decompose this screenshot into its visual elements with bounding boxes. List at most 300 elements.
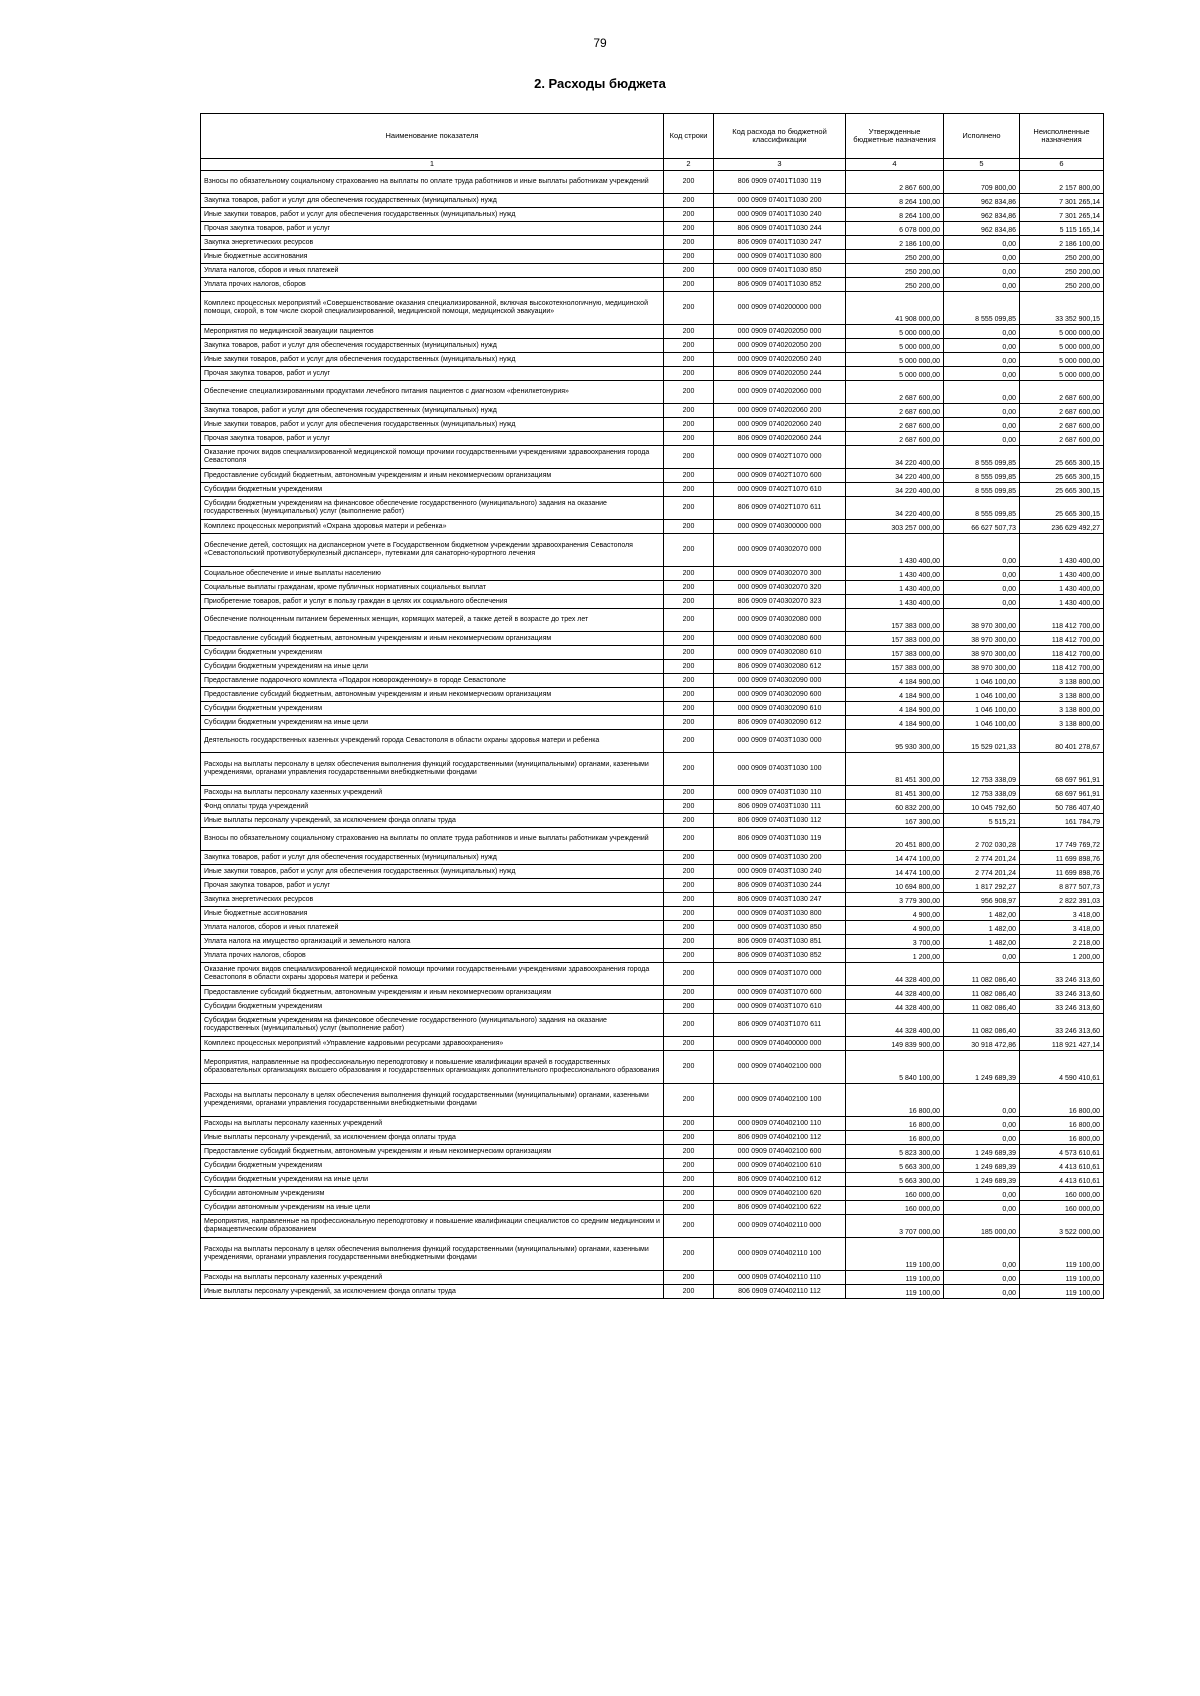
row-classification-code: 000 0909 07403Т1030 240 (714, 865, 846, 879)
row-approved: 5 823 300,00 (846, 1145, 944, 1159)
row-approved: 167 300,00 (846, 814, 944, 828)
column-number: 6 (1020, 159, 1104, 171)
row-executed: 1 482,00 (944, 907, 1020, 921)
table-row (201, 851, 1104, 865)
row-classification-code: 000 0909 0740400000 000 (714, 1037, 846, 1051)
table-row (201, 907, 1104, 921)
row-line-code: 200 (664, 753, 714, 786)
table-row (201, 534, 1104, 567)
row-executed: 185 000,00 (944, 1215, 1020, 1238)
table-row (201, 828, 1104, 851)
row-line-code: 200 (664, 278, 714, 292)
row-classification-code: 806 0909 0740202060 244 (714, 432, 846, 446)
row-approved: 4 900,00 (846, 907, 944, 921)
row-line-code: 200 (664, 1159, 714, 1173)
row-executed: 12 753 338,09 (944, 786, 1020, 800)
table-row (201, 497, 1104, 520)
table-row (201, 800, 1104, 814)
row-approved: 5 000 000,00 (846, 325, 944, 339)
row-executed: 8 555 099,85 (944, 446, 1020, 469)
row-executed: 0,00 (944, 339, 1020, 353)
row-approved: 2 687 600,00 (846, 404, 944, 418)
row-unexecuted: 33 246 313,60 (1020, 1000, 1104, 1014)
row-classification-code: 000 0909 07402Т1070 600 (714, 469, 846, 483)
row-classification-code: 000 0909 0740402110 110 (714, 1271, 846, 1285)
row-name: Взносы по обязательному социальному страхованию на выплаты по оплате труда работников и иные выплаты работникам учреждений (201, 171, 664, 194)
row-classification-code: 000 0909 07401Т1030 200 (714, 194, 846, 208)
row-line-code: 200 (664, 339, 714, 353)
row-approved: 160 000,00 (846, 1201, 944, 1215)
row-classification-code: 000 0909 0740302090 600 (714, 688, 846, 702)
row-classification-code: 000 0909 0740402100 610 (714, 1159, 846, 1173)
row-executed: 0,00 (944, 250, 1020, 264)
table-row (201, 814, 1104, 828)
row-line-code: 200 (664, 646, 714, 660)
row-classification-code: 000 0909 0740402100 100 (714, 1084, 846, 1117)
row-approved: 1 430 400,00 (846, 595, 944, 609)
row-unexecuted: 4 413 610,61 (1020, 1159, 1104, 1173)
row-executed: 2 702 030,28 (944, 828, 1020, 851)
row-classification-code: 000 0909 07402Т1070 000 (714, 446, 846, 469)
row-unexecuted: 118 412 700,00 (1020, 660, 1104, 674)
row-unexecuted: 2 687 600,00 (1020, 418, 1104, 432)
row-name: Приобретение товаров, работ и услуг в пользу граждан в целях их социального обеспечения (201, 595, 664, 609)
row-line-code: 200 (664, 446, 714, 469)
row-line-code: 200 (664, 730, 714, 753)
row-line-code: 200 (664, 1084, 714, 1117)
row-approved: 16 800,00 (846, 1084, 944, 1117)
row-name: Субсидии бюджетным учреждениям (201, 702, 664, 716)
column-number: 1 (201, 159, 664, 171)
row-executed: 10 045 792,60 (944, 800, 1020, 814)
row-executed: 0,00 (944, 1285, 1020, 1299)
row-unexecuted: 11 699 898,76 (1020, 851, 1104, 865)
row-name: Мероприятия, направленные на профессиональную переподготовку и повышение квалификации специалистов со средним медицинским и фармацевтическим образованием (201, 1215, 664, 1238)
row-executed: 1 249 689,39 (944, 1145, 1020, 1159)
row-unexecuted: 2 218,00 (1020, 935, 1104, 949)
row-classification-code: 000 0909 0740402110 000 (714, 1215, 846, 1238)
table-row (201, 1215, 1104, 1238)
row-name: Субсидии бюджетным учреждениям (201, 646, 664, 660)
row-unexecuted: 33 246 313,60 (1020, 986, 1104, 1000)
row-classification-code: 000 0909 0740402100 000 (714, 1051, 846, 1084)
row-unexecuted: 33 352 900,15 (1020, 292, 1104, 325)
row-executed: 0,00 (944, 353, 1020, 367)
row-name: Комплекс процессных мероприятий «Охрана здоровья матери и ребенка» (201, 520, 664, 534)
row-approved: 250 200,00 (846, 250, 944, 264)
row-approved: 44 328 400,00 (846, 986, 944, 1000)
row-executed: 0,00 (944, 236, 1020, 250)
row-executed: 2 774 201,24 (944, 851, 1020, 865)
row-classification-code: 806 0909 0740302080 612 (714, 660, 846, 674)
row-unexecuted: 33 246 313,60 (1020, 1014, 1104, 1037)
table-row (201, 1037, 1104, 1051)
row-unexecuted: 1 430 400,00 (1020, 581, 1104, 595)
row-approved: 2 687 600,00 (846, 432, 944, 446)
row-executed: 0,00 (944, 367, 1020, 381)
table-row (201, 581, 1104, 595)
row-unexecuted: 50 786 407,40 (1020, 800, 1104, 814)
table-row (201, 730, 1104, 753)
row-line-code: 200 (664, 865, 714, 879)
row-line-code: 200 (664, 432, 714, 446)
row-classification-code: 806 0909 0740302070 323 (714, 595, 846, 609)
row-executed: 8 555 099,85 (944, 483, 1020, 497)
row-approved: 303 257 000,00 (846, 520, 944, 534)
row-name: Обеспечение специализированными продуктами лечебного питания пациентов с диагнозом «фенилкетонурия» (201, 381, 664, 404)
row-name: Иные бюджетные ассигнования (201, 907, 664, 921)
row-executed: 1 046 100,00 (944, 702, 1020, 716)
table-row (201, 469, 1104, 483)
row-approved: 157 383 000,00 (846, 646, 944, 660)
row-line-code: 200 (664, 250, 714, 264)
row-unexecuted: 2 687 600,00 (1020, 404, 1104, 418)
table-row (201, 1201, 1104, 1215)
column-number: 5 (944, 159, 1020, 171)
row-classification-code: 806 0909 07402Т1070 611 (714, 497, 846, 520)
row-classification-code: 000 0909 0740202060 000 (714, 381, 846, 404)
row-unexecuted: 1 430 400,00 (1020, 567, 1104, 581)
row-approved: 4 184 900,00 (846, 674, 944, 688)
row-approved: 3 700,00 (846, 935, 944, 949)
row-classification-code: 000 0909 0740202050 200 (714, 339, 846, 353)
row-approved: 34 220 400,00 (846, 497, 944, 520)
row-line-code: 200 (664, 483, 714, 497)
row-classification-code: 806 0909 07401Т1030 119 (714, 171, 846, 194)
row-line-code: 200 (664, 418, 714, 432)
row-unexecuted: 250 200,00 (1020, 250, 1104, 264)
row-unexecuted: 161 784,79 (1020, 814, 1104, 828)
row-classification-code: 806 0909 07401Т1030 244 (714, 222, 846, 236)
table-row (201, 753, 1104, 786)
table-row (201, 660, 1104, 674)
table-row (201, 646, 1104, 660)
row-executed: 0,00 (944, 404, 1020, 418)
row-name: Социальные выплаты гражданам, кроме публичных нормативных социальных выплат (201, 581, 664, 595)
row-name: Иные выплаты персоналу учреждений, за исключением фонда оплаты труда (201, 1131, 664, 1145)
table-row (201, 716, 1104, 730)
row-classification-code: 806 0909 07401Т1030 247 (714, 236, 846, 250)
table-row (201, 786, 1104, 800)
table-row (201, 567, 1104, 581)
row-executed: 709 800,00 (944, 171, 1020, 194)
row-executed: 0,00 (944, 1117, 1020, 1131)
row-classification-code: 000 0909 07403Т1070 000 (714, 963, 846, 986)
row-unexecuted: 160 000,00 (1020, 1187, 1104, 1201)
column-number: 2 (664, 159, 714, 171)
row-approved: 44 328 400,00 (846, 1000, 944, 1014)
row-unexecuted: 16 800,00 (1020, 1117, 1104, 1131)
row-unexecuted: 119 100,00 (1020, 1271, 1104, 1285)
row-unexecuted: 118 412 700,00 (1020, 632, 1104, 646)
row-name: Закупка энергетических ресурсов (201, 236, 664, 250)
row-classification-code: 000 0909 0740202060 200 (714, 404, 846, 418)
table-row (201, 264, 1104, 278)
table-row (201, 222, 1104, 236)
row-name: Расходы на выплаты персоналу в целях обеспечения выполнения функций государственными (муниципальными) органами, казенными учреждениями, органами управления государственными внебюджетными фондами (201, 1084, 664, 1117)
row-name: Предоставление субсидий бюджетным, автономным учреждениям и иным некоммерческим организациям (201, 688, 664, 702)
row-approved: 20 451 800,00 (846, 828, 944, 851)
row-unexecuted: 160 000,00 (1020, 1201, 1104, 1215)
table-row (201, 963, 1104, 986)
row-executed: 0,00 (944, 432, 1020, 446)
table-row (201, 1271, 1104, 1285)
row-unexecuted: 118 412 700,00 (1020, 646, 1104, 660)
table-row (201, 520, 1104, 534)
row-approved: 157 383 000,00 (846, 632, 944, 646)
row-classification-code: 000 0909 07401Т1030 240 (714, 208, 846, 222)
row-approved: 5 000 000,00 (846, 367, 944, 381)
row-unexecuted: 4 590 410,61 (1020, 1051, 1104, 1084)
row-name: Иные закупки товаров, работ и услуг для обеспечения государственных (муниципальных) нужд (201, 418, 664, 432)
row-name: Оказание прочих видов специализированной медицинской помощи прочими государственными учреждениями здравоохранения города Севастополя (201, 446, 664, 469)
row-approved: 250 200,00 (846, 264, 944, 278)
row-executed: 38 970 300,00 (944, 646, 1020, 660)
row-name: Закупка товаров, работ и услуг для обеспечения государственных (муниципальных) нужд (201, 404, 664, 418)
row-executed: 1 046 100,00 (944, 674, 1020, 688)
row-approved: 119 100,00 (846, 1238, 944, 1271)
row-executed: 0,00 (944, 381, 1020, 404)
table-row (201, 1159, 1104, 1173)
row-line-code: 200 (664, 986, 714, 1000)
table-row (201, 194, 1104, 208)
row-line-code: 200 (664, 469, 714, 483)
row-name: Взносы по обязательному социальному страхованию на выплаты по оплате труда работников и иные выплаты работникам учреждений (201, 828, 664, 851)
row-classification-code: 000 0909 07403Т1070 600 (714, 986, 846, 1000)
row-line-code: 200 (664, 609, 714, 632)
row-name: Субсидии бюджетным учреждениям (201, 1000, 664, 1014)
row-classification-code: 000 0909 07403Т1030 000 (714, 730, 846, 753)
row-executed: 0,00 (944, 264, 1020, 278)
row-approved: 2 687 600,00 (846, 418, 944, 432)
table-row (201, 609, 1104, 632)
row-line-code: 200 (664, 1000, 714, 1014)
row-line-code: 200 (664, 567, 714, 581)
table-row (201, 595, 1104, 609)
row-executed: 11 082 086,40 (944, 963, 1020, 986)
row-approved: 1 430 400,00 (846, 581, 944, 595)
table-row (201, 236, 1104, 250)
row-executed: 1 249 689,39 (944, 1173, 1020, 1187)
row-executed: 8 555 099,85 (944, 497, 1020, 520)
row-line-code: 200 (664, 907, 714, 921)
row-line-code: 200 (664, 194, 714, 208)
row-approved: 10 694 800,00 (846, 879, 944, 893)
row-executed: 2 774 201,24 (944, 865, 1020, 879)
row-name: Предоставление субсидий бюджетным, автономным учреждениям и иным некоммерческим организациям (201, 469, 664, 483)
row-name: Иные закупки товаров, работ и услуг для обеспечения государственных (муниципальных) нужд (201, 208, 664, 222)
row-unexecuted: 3 418,00 (1020, 907, 1104, 921)
table-row (201, 702, 1104, 716)
row-classification-code: 000 0909 07403Т1030 800 (714, 907, 846, 921)
row-name: Прочая закупка товаров, работ и услуг (201, 879, 664, 893)
row-classification-code: 806 0909 07403Т1030 851 (714, 935, 846, 949)
row-classification-code: 806 0909 0740402110 112 (714, 1285, 846, 1299)
header-executed: Исполнено (944, 114, 1020, 159)
row-approved: 5 663 300,00 (846, 1159, 944, 1173)
row-line-code: 200 (664, 716, 714, 730)
row-line-code: 200 (664, 381, 714, 404)
row-name: Расходы на выплаты персоналу в целях обеспечения выполнения функций государственными (муниципальными) органами, казенными учреждениями, органами управления государственными внебюджетными фондами (201, 1238, 664, 1271)
row-line-code: 200 (664, 1145, 714, 1159)
row-line-code: 200 (664, 534, 714, 567)
row-name: Иные бюджетные ассигнования (201, 250, 664, 264)
row-classification-code: 806 0909 07401Т1030 852 (714, 278, 846, 292)
row-executed: 1 482,00 (944, 935, 1020, 949)
row-name: Иные выплаты персоналу учреждений, за исключением фонда оплаты труда (201, 1285, 664, 1299)
row-classification-code: 000 0909 0740302080 600 (714, 632, 846, 646)
row-name: Мероприятия, направленные на профессиональную переподготовку и повышение квалификации врачей в государственных образовательных организациях высшего образования и государственных организациях дополнительного профессионального образования (201, 1051, 664, 1084)
row-approved: 1 430 400,00 (846, 534, 944, 567)
row-line-code: 200 (664, 702, 714, 716)
row-approved: 44 328 400,00 (846, 963, 944, 986)
table-row (201, 1000, 1104, 1014)
row-line-code: 200 (664, 264, 714, 278)
row-approved: 5 840 100,00 (846, 1051, 944, 1084)
row-approved: 6 078 000,00 (846, 222, 944, 236)
header-unexecuted: Неисполненные назначения (1020, 114, 1104, 159)
row-name: Предоставление субсидий бюджетным, автономным учреждениям и иным некоммерческим организациям (201, 1145, 664, 1159)
column-number: 4 (846, 159, 944, 171)
row-name: Субсидии бюджетным учреждениям на иные цели (201, 1173, 664, 1187)
row-classification-code: 000 0909 0740302070 000 (714, 534, 846, 567)
table-row (201, 446, 1104, 469)
row-name: Обеспечение полноценным питанием беременных женщин, кормящих матерей, а также детей в возрасте до трех лет (201, 609, 664, 632)
table-row (201, 208, 1104, 222)
table-row (201, 688, 1104, 702)
row-unexecuted: 119 100,00 (1020, 1285, 1104, 1299)
row-approved: 44 328 400,00 (846, 1014, 944, 1037)
row-executed: 38 970 300,00 (944, 632, 1020, 646)
row-unexecuted: 16 800,00 (1020, 1084, 1104, 1117)
row-name: Иные закупки товаров, работ и услуг для обеспечения государственных (муниципальных) нужд (201, 353, 664, 367)
row-classification-code: 000 0909 0740302080 000 (714, 609, 846, 632)
table-header-row (201, 114, 1104, 159)
row-classification-code: 000 0909 0740202060 240 (714, 418, 846, 432)
row-executed: 962 834,86 (944, 194, 1020, 208)
row-classification-code: 000 0909 0740402110 100 (714, 1238, 846, 1271)
row-approved: 81 451 300,00 (846, 786, 944, 800)
row-approved: 14 474 100,00 (846, 851, 944, 865)
row-name: Уплата налогов, сборов и иных платежей (201, 921, 664, 935)
row-classification-code: 806 0909 0740402100 622 (714, 1201, 846, 1215)
row-line-code: 200 (664, 1051, 714, 1084)
table-row (201, 171, 1104, 194)
row-executed: 1 249 689,39 (944, 1051, 1020, 1084)
row-approved: 16 800,00 (846, 1131, 944, 1145)
row-line-code: 200 (664, 688, 714, 702)
row-unexecuted: 68 697 961,91 (1020, 753, 1104, 786)
row-classification-code: 000 0909 0740302090 610 (714, 702, 846, 716)
row-line-code: 200 (664, 1201, 714, 1215)
row-name: Уплата прочих налогов, сборов (201, 949, 664, 963)
table-row (201, 1131, 1104, 1145)
row-classification-code: 000 0909 07403Т1030 100 (714, 753, 846, 786)
row-name: Деятельность государственных казенных учреждений города Севастополя в области охраны здоровья матери и ребенка (201, 730, 664, 753)
row-approved: 250 200,00 (846, 278, 944, 292)
row-line-code: 200 (664, 963, 714, 986)
column-number-row (201, 159, 1104, 171)
row-approved: 1 430 400,00 (846, 567, 944, 581)
table-row (201, 250, 1104, 264)
row-line-code: 200 (664, 632, 714, 646)
table-row (201, 325, 1104, 339)
row-executed: 1 482,00 (944, 921, 1020, 935)
header-classification-code: Код расхода по бюджетной классификации (714, 114, 846, 159)
row-name: Уплата налогов, сборов и иных платежей (201, 264, 664, 278)
row-classification-code: 806 0909 0740302090 612 (714, 716, 846, 730)
row-executed: 0,00 (944, 1238, 1020, 1271)
row-name: Субсидии бюджетным учреждениям (201, 483, 664, 497)
row-executed: 15 529 021,33 (944, 730, 1020, 753)
row-approved: 149 839 900,00 (846, 1037, 944, 1051)
table-row (201, 432, 1104, 446)
row-classification-code: 000 0909 07403Т1030 110 (714, 786, 846, 800)
row-line-code: 200 (664, 851, 714, 865)
row-approved: 34 220 400,00 (846, 446, 944, 469)
row-classification-code: 806 0909 07403Т1030 119 (714, 828, 846, 851)
row-approved: 2 687 600,00 (846, 381, 944, 404)
row-executed: 1 046 100,00 (944, 716, 1020, 730)
table-row (201, 1084, 1104, 1117)
row-line-code: 200 (664, 292, 714, 325)
row-line-code: 200 (664, 921, 714, 935)
header-line-code: Код строки (664, 114, 714, 159)
row-classification-code: 000 0909 0740202050 240 (714, 353, 846, 367)
row-unexecuted: 80 401 278,67 (1020, 730, 1104, 753)
row-unexecuted: 118 412 700,00 (1020, 609, 1104, 632)
row-approved: 14 474 100,00 (846, 865, 944, 879)
row-unexecuted: 33 246 313,60 (1020, 963, 1104, 986)
row-executed: 1 249 689,39 (944, 1159, 1020, 1173)
row-approved: 34 220 400,00 (846, 483, 944, 497)
row-unexecuted: 2 186 100,00 (1020, 236, 1104, 250)
row-approved: 41 908 000,00 (846, 292, 944, 325)
row-line-code: 200 (664, 1131, 714, 1145)
row-classification-code: 000 0909 0740200000 000 (714, 292, 846, 325)
row-name: Прочая закупка товаров, работ и услуг (201, 432, 664, 446)
table-row (201, 1014, 1104, 1037)
row-name: Прочая закупка товаров, работ и услуг (201, 222, 664, 236)
row-unexecuted: 5 115 165,14 (1020, 222, 1104, 236)
row-line-code: 200 (664, 222, 714, 236)
row-name: Субсидии бюджетным учреждениям на финансовое обеспечение государственного (муниципального) задания на оказание государственных (муниципальных) услуг (выполнение работ) (201, 1014, 664, 1037)
row-unexecuted: 5 000 000,00 (1020, 325, 1104, 339)
row-line-code: 200 (664, 1271, 714, 1285)
row-unexecuted: 1 200,00 (1020, 949, 1104, 963)
row-classification-code: 000 0909 07403Т1030 850 (714, 921, 846, 935)
row-name: Комплекс процессных мероприятий «Управление кадровыми ресурсами здравоохранения» (201, 1037, 664, 1051)
row-unexecuted: 7 301 265,14 (1020, 194, 1104, 208)
row-approved: 16 800,00 (846, 1117, 944, 1131)
row-executed: 0,00 (944, 1131, 1020, 1145)
row-executed: 11 082 086,40 (944, 1014, 1020, 1037)
row-classification-code: 000 0909 0740402100 620 (714, 1187, 846, 1201)
row-name: Социальное обеспечение и иные выплаты населению (201, 567, 664, 581)
row-name: Закупка товаров, работ и услуг для обеспечения государственных (муниципальных) нужд (201, 851, 664, 865)
table-row (201, 949, 1104, 963)
row-line-code: 200 (664, 660, 714, 674)
row-classification-code: 000 0909 07402Т1070 610 (714, 483, 846, 497)
table-row (201, 674, 1104, 688)
row-approved: 2 186 100,00 (846, 236, 944, 250)
row-unexecuted: 5 000 000,00 (1020, 367, 1104, 381)
row-classification-code: 806 0909 07403Т1030 247 (714, 893, 846, 907)
row-classification-code: 000 0909 07403Т1030 200 (714, 851, 846, 865)
row-name: Расходы на выплаты персоналу в целях обеспечения выполнения функций государственными (муниципальными) органами, казенными учреждениями, органами управления государственными внебюджетными фондами (201, 753, 664, 786)
table-row (201, 1145, 1104, 1159)
row-classification-code: 000 0909 07403Т1070 610 (714, 1000, 846, 1014)
